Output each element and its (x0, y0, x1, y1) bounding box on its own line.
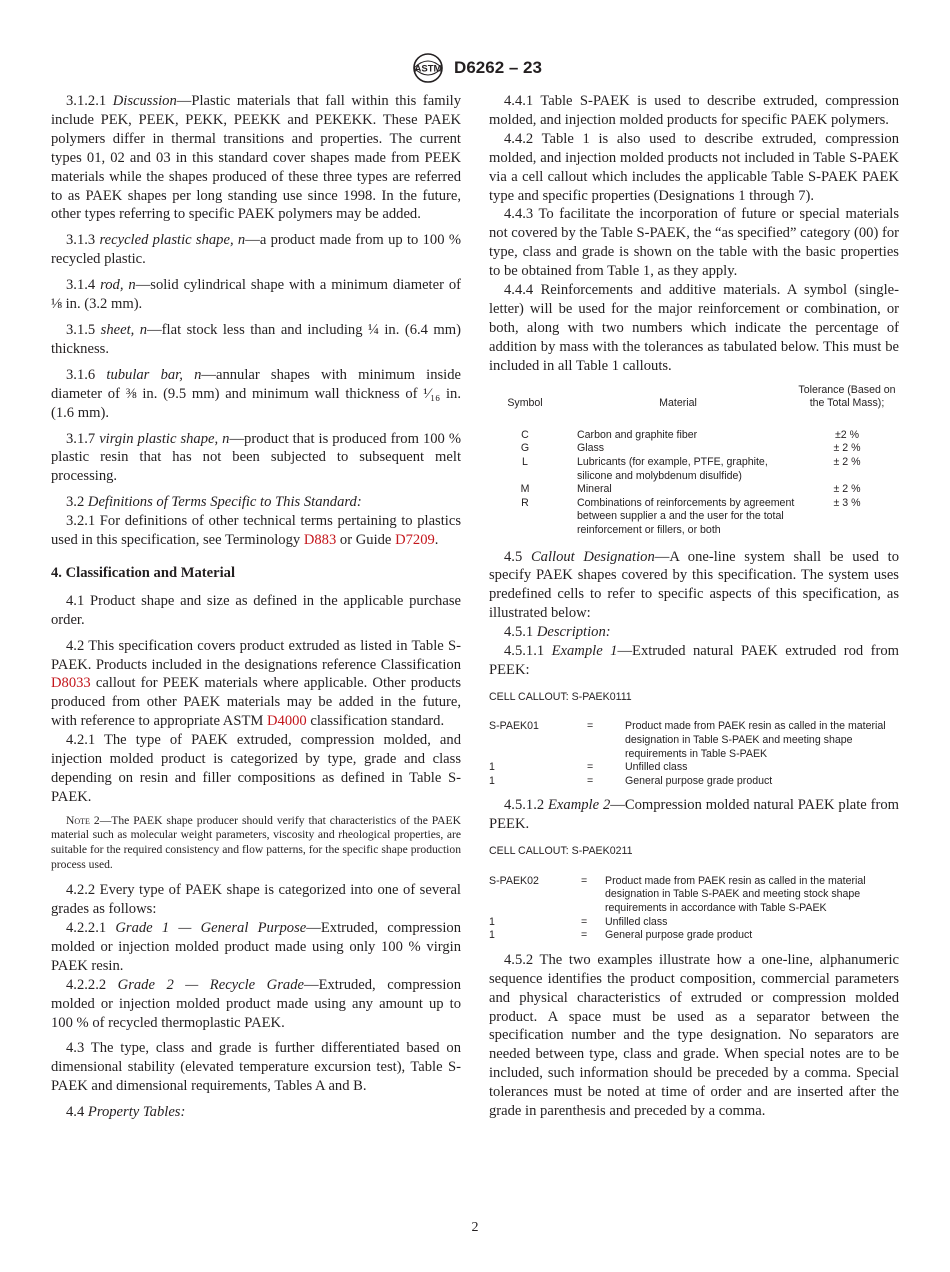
reinforcement-symbol-table (489, 384, 899, 538)
astm-logo-icon (408, 52, 448, 84)
table-row (489, 497, 899, 538)
callout-equals: = (587, 720, 594, 733)
paragraph-4-4-1: 4.4.1 Table S-PAEK is used to describe extruded, compression molded, and injection molded products for specific PAEK polymers. (489, 93, 899, 128)
cell-material: Lubricants (for example, PTFE, graphite, silicone and molybdenum disulfide) (577, 455, 768, 482)
header-material: Material (659, 397, 697, 410)
cell-callout-label-2: CELL CALLOUT: S-PAEK0211 (489, 845, 633, 858)
page-header (0, 52, 950, 84)
cell-tolerance: ± 2 % (833, 483, 861, 496)
paragraph-4-1: 4.1 Product shape and size as defined in the applicable purchase order. (51, 592, 461, 628)
cell-tolerance: ± 2 % (833, 442, 861, 455)
paragraph-4-2-2-2: 4.2.2.2 Grade 2 — Recycle Grade—Extruded, compression molded or injection molded product made using any amount up to 100 % of recycled thermoplastic PAEK. (51, 976, 461, 1031)
paragraph-4-5-1: 4.5.1 Description: (504, 624, 611, 641)
paragraph-4-2-2-1: 4.2.2.1 Grade 1 — General Purpose—Extruded, compression molded or injection molded product made using only 100 % virgin PAEK resin. (51, 920, 461, 974)
cell-symbol: G (520, 442, 530, 455)
callout-value: Unfilled class (625, 761, 688, 774)
link-d883[interactable]: D883 (303, 532, 337, 549)
svg-text:ASTM: ASTM (414, 63, 442, 75)
cell-symbol: R (521, 496, 529, 509)
paragraph-3-1-4: 3.1.4 rod, n—solid cylindrical shape with a minimum diameter of ⅛ in. (3.2 mm). (51, 277, 462, 313)
paragraph-3-2-1: 3.2.1 For definitions of other technical terms pertaining to plastics used in this specification, see Terminology D883 or Guide D7209. (51, 513, 461, 549)
paragraph-4-3: 4.3 The type, class and grade is further differentiated based on dimensional stability (elevated temperature excursion test), Table S-PAEK and dimensional requirements, Tables A and B. (51, 1040, 461, 1095)
paragraph-4-5-1-1: 4.5.1.1 Example 1—Extruded natural PAEK extruded rod from PEEK: (489, 643, 899, 678)
section-heading-4: 4. Classification and Material (51, 564, 236, 581)
paragraph-3-1-6: 3.1.6 tubular bar, n—annular shapes with minimum inside diameter of ⅜ in. (9.5 mm) and minimum wall thickness of ¹⁄₁₆ in. (1.6 mm). (51, 366, 461, 421)
link-d8033[interactable]: D8033 (51, 675, 91, 692)
table-row (489, 761, 899, 775)
left-column (51, 92, 461, 1129)
table-header-row (489, 384, 899, 429)
table-row (489, 875, 899, 916)
callout-value: Product made from PAEK resin as called in the material designation in Table S-PAEK and meeting shape requirements in Table S-PAEK (625, 720, 886, 760)
table-row (489, 720, 899, 761)
link-d4000[interactable]: D4000 (267, 713, 307, 730)
paragraph-4-4-4: 4.4.4 Reinforcements and additive materials. A symbol (single-letter) will be used for the major reinforcement or combination, or both, along with two numbers which indicate the percentage of addition by mass with the tolerances as tabulated below. This must be included in all Table 1 callouts. (489, 282, 899, 374)
paragraph-4-2: 4.2 This specification covers product extruded as listed in Table S-PAEK. Products included in the designations reference Classification D8033 callout for PEEK materials where applicable. Other products produced from other PAEK materials may be added in the future, with reference to appropriate ASTM D4000 classification standard. (51, 637, 461, 730)
paragraph-3-1-5: 3.1.5 sheet, n—flat stock less than and including ¼ in. (6.4 mm) thickness. (51, 321, 461, 357)
callout-key: 1 (489, 915, 495, 928)
cell-tolerance: ±2 % (834, 428, 860, 441)
callout-equals: = (581, 929, 588, 942)
paragraph-4-5-2: 4.5.2 The two examples illustrate how a one-line, alphanumeric sequence identifies the product composition, commercial parameters and physical characteristics of extruded or compression molded product. A space must be used as a separator between the specification number and the type designation. No separators are needed between type, class and grade. When special notes are to be included, such information should be preceded by a comma. Special tolerances must be noted at time of order and are inserted after the grade in parenthesis and preceded by a comma. (489, 951, 899, 1120)
paragraph-4-2-2: 4.2.2 Every type of PAEK shape is categorized into one of several grades as follows: (51, 882, 461, 918)
cell-tolerance: ± 3 % (833, 496, 861, 509)
callout-value: Product made from PAEK resin as called in the material designation in Table S-PAEK and meeting stock shape requirements in accordance with Table S-PAEK (605, 874, 866, 915)
note-2: Note 2—The PAEK shape producer should verify that characteristics of the PAEK material such as molecular weight parameters, viscosity and rheological properties, are suitable for the required consistency and flow patterns, for the specific shape production process used. (51, 813, 462, 871)
table-row (489, 916, 899, 930)
paragraph-4-5: 4.5 Callout Designation—A one-line system shall be used to specify PAEK shapes covered by this specification. The system uses predefined cells to refer to specific aspects of this specification, as illustrated below: (489, 548, 899, 622)
table-row (489, 483, 899, 497)
callout-key: 1 (489, 929, 495, 942)
table-row (489, 929, 899, 943)
cell-material: Glass (577, 442, 605, 455)
table-row (489, 456, 899, 483)
callout-equals: = (587, 761, 594, 774)
cell-material: Combinations of reinforcements by agreement between supplier a and the user for the total reinforcement or fillers, or both (577, 496, 795, 536)
header-symbol: Symbol (507, 397, 543, 410)
table-row (489, 429, 899, 443)
callout-value: General purpose grade product (625, 774, 773, 787)
callout-key: 1 (489, 761, 495, 774)
callout-key: 1 (489, 774, 495, 787)
callout-equals: = (587, 774, 594, 787)
header-tolerance: Tolerance (Based on the Total Mass); (798, 383, 896, 410)
paragraph-4-4: 4.4 Property Tables: (66, 1104, 186, 1121)
callout-key: S-PAEK02 (489, 874, 539, 887)
cell-material: Carbon and graphite fiber (577, 428, 698, 441)
paragraph-3-1-2-1: 3.1.2.1 Discussion—Plastic materials that fall within this family include PEK, PEEK, PEKK, PEEKK and PEKEKK. These PAEK polymers differ in thermal transitions and properties. The current types 01, 02 and 03 in this standard cover shapes made from PEEK materials while the shapes produced of these three types are referred to as PAEK shapes per long standing use since 1998. In the future, other types referring to specific PAEK polymers may be added. (51, 93, 461, 223)
cell-symbol: L (522, 455, 528, 468)
link-d7209[interactable]: D7209 (395, 532, 435, 549)
cell-callout-label-1: CELL CALLOUT: S-PAEK0111 (489, 690, 632, 703)
page-number: 2 (471, 1220, 479, 1235)
paragraph-3-1-3: 3.1.3 recycled plastic shape, n—a product made from up to 100 % recycled plastic. (51, 232, 461, 268)
callout-table-1 (489, 720, 899, 788)
callout-value: Unfilled class (605, 915, 668, 928)
callout-table-2 (489, 875, 899, 943)
paragraph-4-4-3: 4.4.3 To facilitate the incorporation of future or special materials not covered by the Table S-PAEK, the “as specified” category (00) for type, class and grade is shown on the table with the basic properties to be obtained from Table 1, as they apply. (489, 206, 899, 280)
table-row (489, 775, 899, 789)
cell-tolerance: ± 2 % (833, 455, 861, 468)
cell-material: Mineral (577, 483, 612, 496)
cell-symbol: C (521, 428, 529, 441)
document-number: D6262 – 23 (454, 58, 542, 77)
right-column (489, 92, 899, 1128)
paragraph-3-1-7: 3.1.7 virgin plastic shape, n—product that is produced from 100 % plastic resin that has not been subjected to subsequent melt processing. (51, 430, 461, 485)
callout-equals: = (581, 915, 588, 928)
paragraph-4-4-2: 4.4.2 Table 1 is also used to describe extruded, compression molded, and injection molded products not included in Table S-PAEK via a cell callout which includes the applicable Table S-PAEK PAEK type and specific properties (Designations 1 through 7). (489, 130, 899, 204)
table-row (489, 442, 899, 456)
callout-value: General purpose grade product (605, 929, 753, 942)
paragraph-4-5-1-2: 4.5.1.2 Example 2—Compression molded natural PAEK plate from PEEK. (489, 797, 899, 833)
callout-key: S-PAEK01 (489, 720, 539, 733)
callout-equals: = (581, 874, 588, 887)
cell-symbol: M (520, 483, 530, 496)
paragraph-3-2: 3.2 Definitions of Terms Specific to This Standard: (66, 494, 362, 511)
paragraph-4-2-1: 4.2.1 The type of PAEK extruded, compression molded, and injection molded product is categorized by type, grade and class depending on resin and filler compositions as defined in Table S-PAEK. (51, 732, 461, 805)
